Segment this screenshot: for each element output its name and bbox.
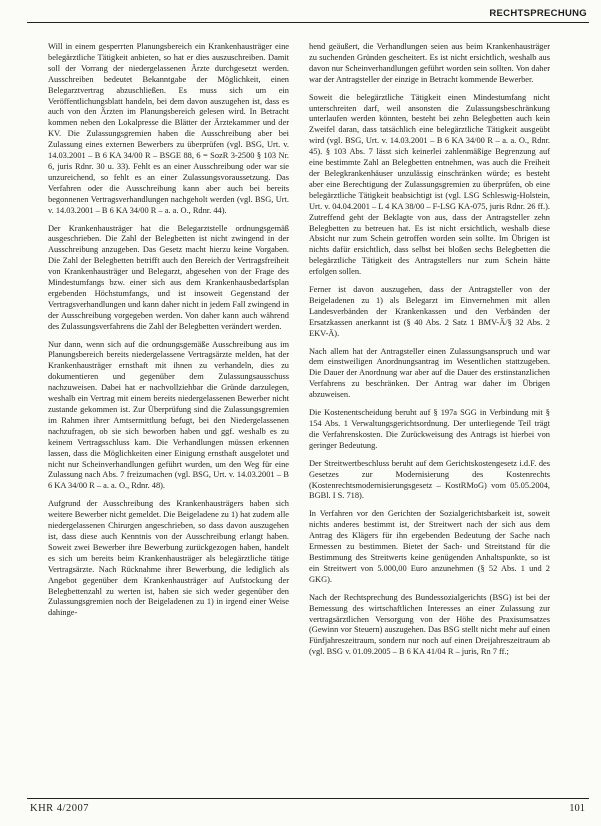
paragraph: Ferner ist davon auszugehen, dass der Antragsteller von der Beigeladenen zu 1) als Belegarzt im Einvernehmen mit allen Landesverbänden der Krankenkassen und den Verbänden der Ersatzkassen anerkannt ist (§ 40 Abs. 2 Satz 1 BMV-Ä/§ 32 Abs. 2 EKV-Ä). xyxy=(309,285,550,338)
paragraph: Nach der Rechtsprechung des Bundessozialgerichts (BSG) ist bei der Bemessung des wirtschaftlichen Interesses an einer Zulassung zur vertragsärztlichen Versorgung von der Höhe des Praxisumsatzes (Gewinn vor Steuern) auszugehen. Das BSG stellt nicht mehr auf einen Fünfjahreszeitraum, sondern nur noch auf einen Dreijahreszeitraum ab (vgl. BSG v. 01.09.2005 – B 6 KA 41/04 R – juris, Rn 7 ff.; xyxy=(309,592,550,657)
paragraph: hend geäußert, die Verhandlungen seien aus beim Krankenhausträger zu suchenden Gründen gescheitert. Es ist nicht ersichtlich, weshalb aus davon nur Scheinverhandlungen geführt worden sein sollten. Von daher war der Antragsteller der einzige in Betracht kommende Bewerber. xyxy=(309,42,550,84)
page-number: 101 xyxy=(569,803,585,814)
paragraph: Soweit die belegärztliche Tätigkeit einen Mindestumfang nicht unterschreiten darf, weil ansonsten die Zulassungsbeschränkung unterlaufen werden könnten, besteht bei zehn Belegbetten auch kein Zweifel daran, dass tatsächlich eine belegärztliche Tätigkeit ausgeübt wird (vgl. BSG, Urt. v. 14.03.2001 – B 6 KA 34/00 R – a. a. O., Rdnr. 45). § 103 Abs. 7 lässt sich keinerlei zahlenmäßige Begrenzung auf eine bestimmte Zahl an Belegbetten entnehmen, was auch die Freiheit der Belegkrankenhäuser unzulässig einschränken würde; es besteht aber eine Berechtigung der Zulassungsgremien zu überprüfen, ob eine belegärztliche Tätigkeit beabsichtigt ist (vgl. LSG Schleswig-Holstein, Urt. v. 04.04.2001 – L 4 KA 38/00 – F-LSG KA-075, juris Rdnr. 26 ff.). Zutreffend geht der Beklagte von aus, dass der Antragsteller zehn Belegbetten zu betreuen hat. Es ist nicht ersichtlich, weshalb diese Absicht nur zum Schein getroffen worden sein sollte. Im Übrigen ist nichts dafür ersichtlich, dass selbst bei bloßen sechs Belegbetten die belegärztliche Tätigkeit des Antragstellers nur zum Schein hätte erfolgen sollen. xyxy=(309,92,550,277)
footer-rule xyxy=(27,798,589,799)
paragraph: Der Streitwertbeschluss beruht auf dem Gerichtskostengesetz i.d.F. des Gesetzes zur Modernisierung des Kostenrechts (Kostenrechtsmodernisierungsgesetz – KostRMoG) vom 05.05.2004, BGBl. I S. 718). xyxy=(309,458,550,501)
left-column xyxy=(48,42,289,619)
paragraph: Der Krankenhausträger hat die Belegarztstelle ordnungsgemäß ausgeschrieben. Die Zahl der Belegbetten ist nicht zwingend in der Ausschreibung anzugeben. Das Gesetz macht hierzu keine Vorgaben. Die Zahl der Belegbetten betrifft auch den Bereich der Vertragsfreiheit von Krankenhausträger und Belegarzt, abgesehen von der Frage des Mindestumfangs bzw. einer sich aus dem Krankenhausbedarfsplan ergebenden Höchstumfangs, und ist insoweit Gegenstand der Vertragsverhandlungen und kann daher nicht in jedem Fall zwingend in der Ausschreibung vorgegeben werden. Von daher kann auch während des Zulassungsverfahrens die Zahl der Belegbetten verändert werden. xyxy=(48,223,289,331)
header-rule xyxy=(27,22,589,23)
paragraph: Aufgrund der Ausschreibung des Krankenhausträgers haben sich weitere Bewerber nicht gemeldet. Die Beigeladene zu 1) hat zudem alle niedergelassenen Chirurgen angeschrieben, so dass davon auszugehen ist, dass diese auch Kenntnis von der Ausschreibung erlangt haben. Soweit zwei Bewerber ihre Bewerbung zurückgezogen haben, handelt es sich um bereits beim Krankenhausträger als belegärztliche tätige Vertragsärzte. Nach Rücknahme ihrer Bewerbung, die lediglich als Angebot gegenüber dem Krankenhausträger auf Aufstockung der Belegbettenzahl zu werten ist, haben sie sich weder gegenüber den Zulassungsgremien noch der Beigeladenen zu 1) in irgend einer Weise dahinge- xyxy=(48,499,289,618)
paragraph: Will in einem gesperrten Planungsbereich ein Krankenhausträger eine belegärztliche Tätigkeit anbieten, so hat er dies auszuschreiben. Damit soll der Vorrang der niedergelassenen Ärzte durchgesetzt werden. Ausschreiben bedeutet Bekanntgabe der Möglichkeit, einen Belegarztvertrag abzuschließen. Es muss sich um ein Veröffentlichungsblatt handeln, bei dem davon auszugehen ist, dass es auch von den Ärzten im Planungsbereich gelesen wird. In Betracht kommen neben den Lokalpresse die Blätter der Ärztekammer und der KV. Die Zulassungsgremien haben die Ausschreibung aber bei Zulassung eines externen Bewerbers zu überprüfen (vgl. BSG, Urt. v. 14.03.2001 – B 6 KA 34/00 R – BSGE 88, 6 = SozR 3-2500 § 103 Nr. 6, juris Rdnr. 30 u. 33). Fehlt es an einer Ausschreibung oder war sie unzureichend, so fehlt es an einer Zulassungsvoraussetzung. Das Verfahren oder die Ausschreibung kann aber auch bei bereits begonnenen Vertragsverhandlungen nachgeholt werden (vgl. BSG, Urt. v. 14.03.2001 – B 6 KA 34/00 R – a. a. O., Rdnr. 44). xyxy=(48,42,289,215)
paragraph: Nur dann, wenn sich auf die ordnungsgemäße Ausschreibung aus im Planungsbereich bereits niedergelassene Vertragsärzte melden, hat der Krankenhausträger ernsthaft mit ihnen zu verhandeln, dies zu dokumentieren und gegenüber dem Zulassungsausschuss nachzuweisen. Dabei hat er nachvollziehbar die Gründe darzulegen, weshalb ein Vertrag mit einem bereits niedergelassenen Bewerber nicht zustande gekommen ist. Zur Überprüfung sind die Zulassungsgremien im Rahmen ihrer Amtsermittlung befugt, bei den Niedergelassenen nachzufragen, ob sie sich beworben haben und ggf. weshalb es zu keinem Vertragsschluss kam. Die Verhandlungen müssen erkennen lassen, dass die Möglichkeiten einer Einigung ernsthaft ausgelotet und nicht nur Scheinverhandlungen geführt wurden, um den Weg für eine Zulassung nach Abs. 7 freizumachen (vgl. BSG, Urt. v. 14.03.2001 – B 6 KA 34/00 R – a. a. O., Rdnr. 48). xyxy=(48,339,289,491)
section-label: RECHTSPRECHUNG xyxy=(489,8,587,19)
right-column xyxy=(309,42,550,658)
paragraph: Nach allem hat der Antragsteller einen Zulassungsanspruch und war dem einstweiligen Anordnungsantrag im Wesentlichen stattzugeben. Die Dauer der Anordnung war aber auf die Dauer des erstinstanzlichen Verfahrens zu beschränken. Der Antrag war daher im Übrigen abzuweisen. xyxy=(309,346,550,400)
paragraph: Die Kostenentscheidung beruht auf § 197a SGG in Verbindung mit § 154 Abs. 1 Verwaltungsgerichtsordnung. Der unterliegende Teil trägt die Verfahrenskosten. Die Zurückweisung des Antrags ist hierbei von geringer Bedeutung. xyxy=(309,408,550,450)
paragraph: In Verfahren vor den Gerichten der Sozialgerichtsbarkeit ist, soweit nichts anderes bestimmt ist, der Streitwert nach der sich aus dem Antrag des Klägers für ihn ergebenden Bedeutung der Sache nach Ermessen zu bestimmen. Bietet der Sach- und Streitstand für die Bestimmung des Streitwerts keine genügenden Anhaltspunkte, so ist ein Streitwert von 5.000,00 Euro anzunehmen (§ 52 Abs. 1 und 2 GKG). xyxy=(309,509,550,584)
journal-reference: KHR 4/2007 xyxy=(30,803,89,814)
